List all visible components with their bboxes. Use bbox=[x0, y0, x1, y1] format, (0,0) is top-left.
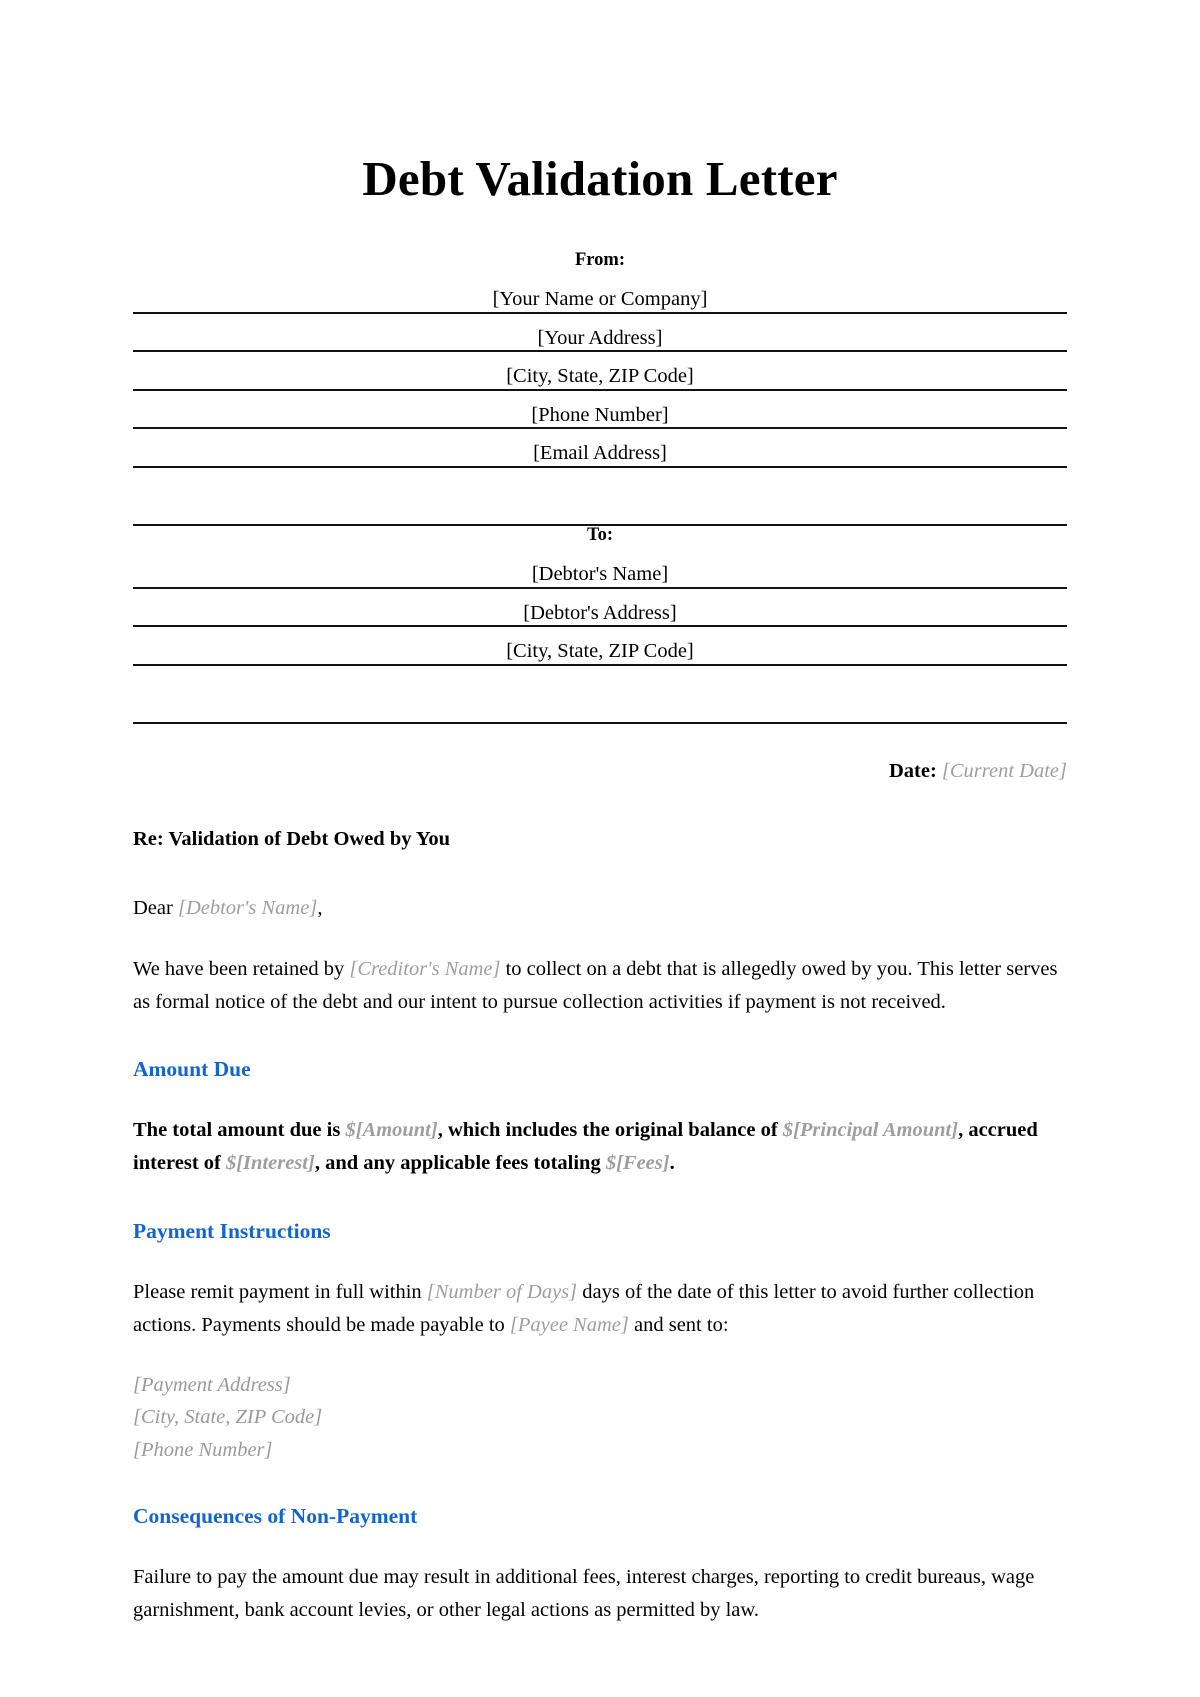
from-line-name bbox=[133, 275, 1067, 313]
salutation-punctuation: , bbox=[317, 897, 323, 920]
amount-due-part4: , and any applicable fees totaling bbox=[314, 1152, 601, 1175]
from-email-field[interactable]: [Email Address] bbox=[133, 428, 1067, 467]
from-name-field[interactable]: [Your Name or Company] bbox=[133, 275, 1067, 313]
payment-phone-line[interactable]: [Phone Number] bbox=[133, 1438, 273, 1461]
salutation-greeting: Dear bbox=[133, 897, 173, 920]
to-label-row bbox=[133, 526, 1067, 551]
amount-placeholder[interactable]: $[Amount] bbox=[345, 1119, 438, 1142]
from-line-phone bbox=[133, 390, 1067, 429]
to-line-blank bbox=[133, 665, 1067, 723]
section-heading-payment-instructions: Payment Instructions bbox=[133, 1218, 331, 1243]
salutation-name[interactable]: [Debtor's Name] bbox=[177, 897, 318, 920]
intro-part1: We have been retained by bbox=[133, 957, 345, 980]
payment-part3: and sent to: bbox=[634, 1313, 729, 1336]
fees-placeholder[interactable]: $[Fees] bbox=[605, 1152, 670, 1175]
payment-part1: Please remit payment in full within bbox=[133, 1280, 422, 1303]
to-line-name bbox=[133, 550, 1067, 588]
consequences-paragraph: Failure to pay the amount due may result in additional fees, interest charges, reporting to credit bureaus, wage garnishment, bank account levies, or other legal actions as permitted by law. bbox=[133, 1566, 1035, 1622]
payment-instructions-paragraph bbox=[133, 1246, 1067, 1342]
from-line-address bbox=[133, 313, 1067, 352]
salutation bbox=[133, 853, 1067, 923]
payee-name-placeholder[interactable]: [Payee Name] bbox=[509, 1313, 629, 1336]
to-blank-field[interactable] bbox=[133, 665, 1067, 723]
from-line-blank bbox=[133, 467, 1067, 525]
from-city-field[interactable]: [City, State, ZIP Code] bbox=[133, 351, 1067, 390]
intro-part2: to collect on a debt that is allegedly owed by you. This letter serves as formal notice of the debt and our intent to pursue collection activities if payment is not received. bbox=[133, 957, 1058, 1014]
debtor-name-field[interactable]: [Debtor's Name] bbox=[133, 550, 1067, 588]
amount-due-paragraph bbox=[133, 1084, 1067, 1180]
to-line-city bbox=[133, 626, 1067, 665]
intro-paragraph bbox=[133, 923, 1067, 1019]
to-address-table bbox=[133, 526, 1067, 724]
subject-line: Re: Validation of Debt Owed by You bbox=[133, 827, 451, 850]
payment-part2: days of the date of this letter to avoid further collection actions. Payments should be made payable to bbox=[133, 1280, 1035, 1336]
date-value[interactable]: [Current Date] bbox=[941, 759, 1067, 782]
amount-due-part3: , accrued interest of bbox=[133, 1119, 1038, 1175]
page-title: Debt Validation Letter bbox=[362, 151, 838, 206]
date-label: Date: bbox=[888, 759, 937, 782]
debtor-city-field[interactable]: [City, State, ZIP Code] bbox=[133, 626, 1067, 665]
principal-amount-placeholder[interactable]: $[Principal Amount] bbox=[782, 1119, 959, 1142]
to-line-address bbox=[133, 588, 1067, 627]
creditor-name-placeholder[interactable]: [Creditor's Name] bbox=[349, 957, 501, 980]
to-label: To: bbox=[586, 524, 614, 545]
section-heading-consequences: Consequences of Non-Payment bbox=[133, 1504, 418, 1529]
section-heading-amount-due: Amount Due bbox=[133, 1057, 251, 1082]
from-label: From: bbox=[575, 249, 625, 270]
from-line-city bbox=[133, 351, 1067, 390]
amount-due-part2: , which includes the original balance of bbox=[437, 1119, 778, 1142]
number-of-days-placeholder[interactable]: [Number of Days] bbox=[426, 1280, 578, 1303]
from-blank-field[interactable] bbox=[133, 467, 1067, 525]
from-line-email bbox=[133, 428, 1067, 467]
from-phone-field[interactable]: [Phone Number] bbox=[133, 390, 1067, 429]
from-address-field[interactable]: [Your Address] bbox=[133, 313, 1067, 352]
from-label-row bbox=[133, 251, 1067, 276]
interest-placeholder[interactable]: $[Interest] bbox=[225, 1152, 315, 1175]
payment-city-line[interactable]: [City, State, ZIP Code] bbox=[133, 1406, 323, 1429]
payment-address-block bbox=[133, 1342, 1067, 1466]
amount-due-part1: The total amount due is bbox=[133, 1119, 341, 1142]
from-address-table bbox=[133, 251, 1067, 526]
debtor-address-field[interactable]: [Debtor's Address] bbox=[133, 588, 1067, 627]
amount-due-part5: . bbox=[669, 1152, 675, 1175]
payment-address-line[interactable]: [Payment Address] bbox=[133, 1373, 291, 1396]
date-line bbox=[133, 724, 1067, 785]
